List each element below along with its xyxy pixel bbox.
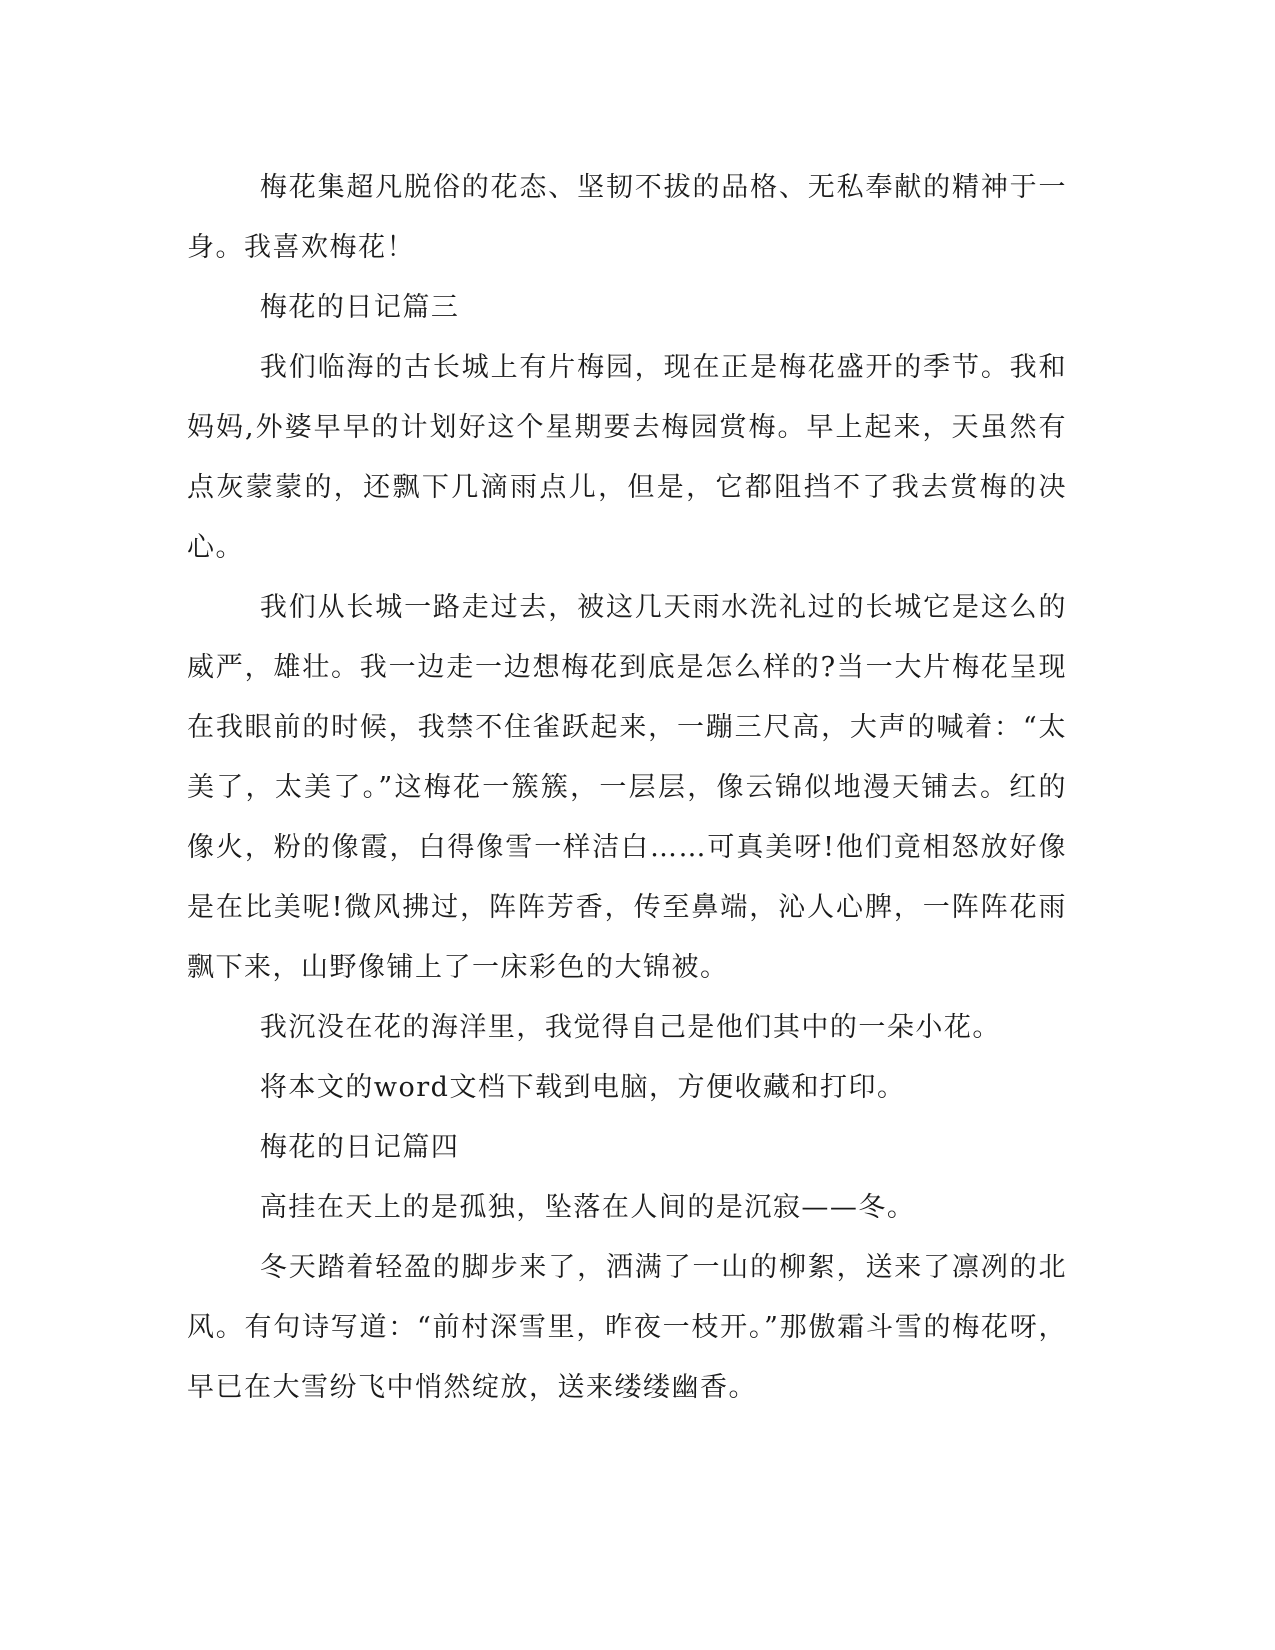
paragraph-plum-garden-plan: 我们临海的古长城上有片梅园，现在正是梅花盛开的季节。我和妈妈,外婆早早的计划好这个星期要去梅园赏梅。早上起来，天虽然有点灰蒙蒙的，还飘下几滴雨点儿，但是，它都阻挡不了我去赏梅的决心。	[187, 352, 1067, 563]
paragraph-winter-plum: 冬天踏着轻盈的脚步来了，洒满了一山的柳絮，送来了凛冽的北风。有句诗写道：“前村深雪里，昨夜一枝开。”那傲霜斗雪的梅花呀，早已在大雪纷飞中悄然绽放，送来缕缕幽香。	[187, 1252, 1067, 1403]
document-body	[187, 158, 1067, 1418]
paragraph-great-wall-walk: 我们从长城一路走过去，被这几天雨水洗礼过的长城它是这么的威严，雄壮。我一边走一边想梅花到底是怎么样的?当一大片梅花呈现在我眼前的时候，我禁不住雀跃起来，一蹦三尺高，大声的喊着：“太美了，太美了。”这梅花一簇簇，一层层，像云锦似地漫天铺去。红的像火，粉的像霞，白得像雪一样洁白……可真美呀!他们竟相怒放好像是在比美呢!微风拂过，阵阵芳香，传至鼻端，沁人心脾，一阵阵花雨飘下来，山野像铺上了一床彩色的大锦被。	[187, 592, 1067, 983]
section-heading-diary-three: 梅花的日记篇三	[259, 292, 460, 323]
paragraph-winter-solitude: 高挂在天上的是孤独，坠落在人间的是沉寂——冬。	[259, 1192, 916, 1223]
paragraph-download-note: 将本文的word文档下载到电脑，方便收藏和打印。	[259, 1072, 906, 1103]
paragraph-sea-of-flowers: 我沉没在花的海洋里，我觉得自己是他们其中的一朵小花。	[259, 1012, 1001, 1043]
section-heading-diary-four: 梅花的日记篇四	[259, 1132, 460, 1163]
paragraph-plum-character: 梅花集超凡脱俗的花态、坚韧不拔的品格、无私奉献的精神于一身。我喜欢梅花！	[187, 172, 1067, 263]
